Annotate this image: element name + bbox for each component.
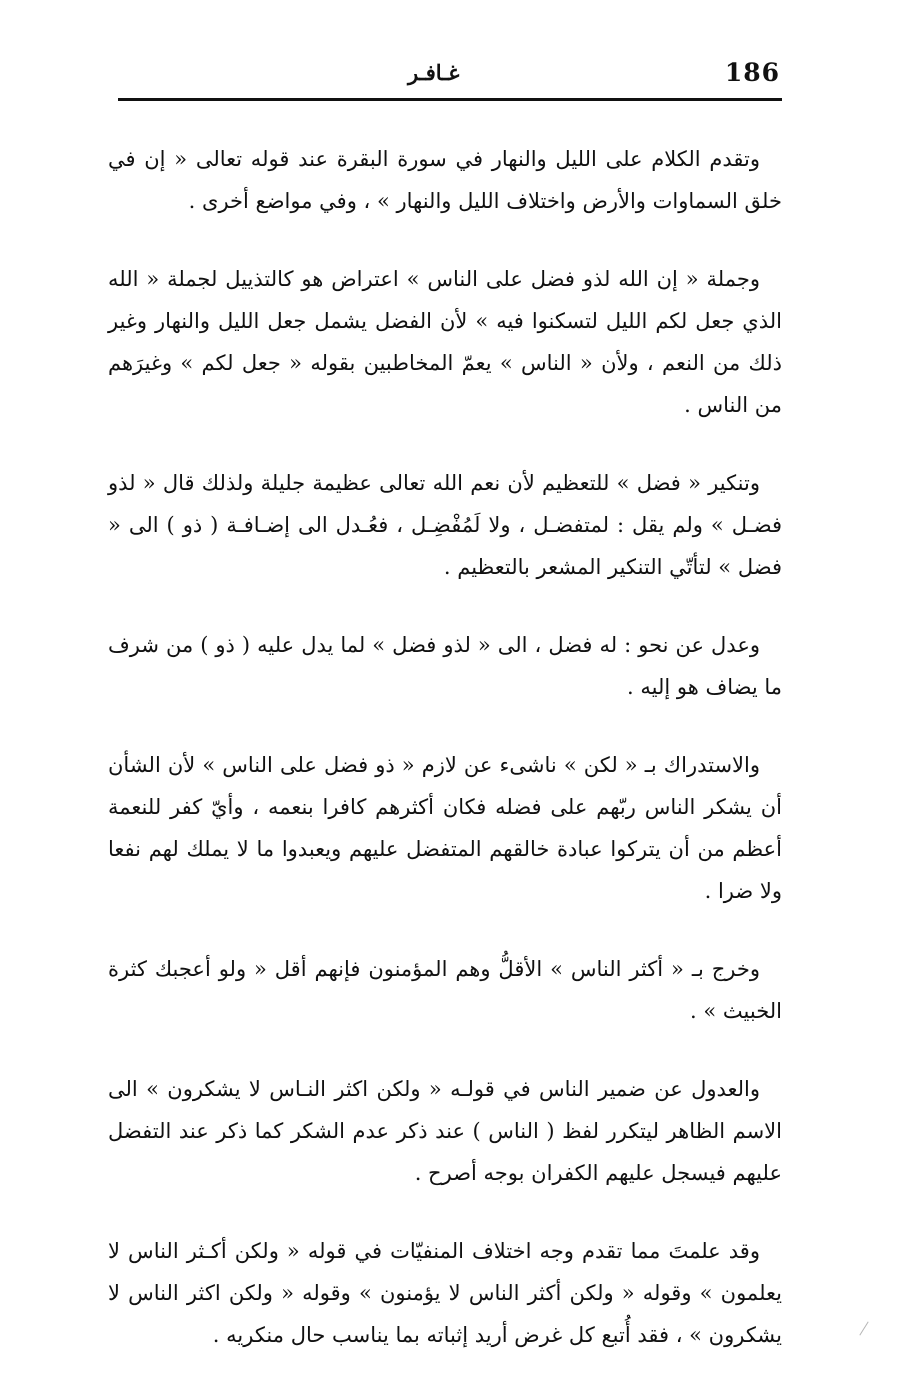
paragraph: وخرج بـ « أكثر الناس » الأقلُّ وهم المؤمنون فإنهم أقل « ولو أعجبك كثرة الخبيث » .	[108, 957, 782, 1023]
paragraph: والعدول عن ضمير الناس في قولـه « ولكن اكثر النـاس لا يشكرون » الى الاسم الظاهر ليتكرر لفظ ( الناس ) عند ذكر عدم الشكر كما ذكر عند التفضل عليهم فيسجل عليهم الكفران بوجه أصرح .	[108, 1077, 782, 1185]
paragraph: وجملة « إن الله لذو فضل على الناس » اعتراض هو كالتذييل لجملة « الله الذي جعل لكم الليل لتسكنوا فيه » لأن الفضل يشمل جعل الليل والنهار وغير ذلك من النعم ، ولأن « الناس » يعمّ المخاطبين بقوله « جعل لكم » وغيرَهم من الناس .	[108, 267, 782, 417]
paragraph: وعدل عن نحو : له فضل ، الى « لذو فضل » لما يدل عليه ( ذو ) من شرف ما يضاف هو إليه .	[108, 633, 782, 699]
paragraph: والاستدراك بـ « لكن » ناشىء عن لازم « ذو فضل على الناس » لأن الشأن أن يشكر الناس ربّهم على فضله فكان أكثرهم كافرا بنعمه ، وأيّ كفر للنعمة أعظم من أن يتركوا عبادة خالقهم المتفضل عليهم ويعبدوا ما لا يملك لهم نفعا ولا ضرا .	[108, 753, 782, 903]
paragraph: وتنكير « فضل » للتعظيم لأن نعم الله تعالى عظيمة جليلة ولذلك قال « لذو فضـل » ولم يقل : لمتفضـل ، ولا لَمُفْضِـل ، فعُـدل الى إضـافـة ( ذو ) الى « فضل » لتأتّي التنكير المشعر بالتعظيم .	[108, 471, 782, 579]
paragraph: وتقدم الكلام على الليل والنهار في سورة البقرة عند قوله تعالى « إن في خلق السماوات والأرض واختلاف الليل والنهار » ، وفي مواضع أخرى .	[108, 147, 782, 213]
page-number: 186	[724, 58, 780, 87]
chapter-title: غـافـر	[408, 60, 460, 85]
page-header	[118, 58, 782, 98]
paragraph: وقد علمتَ مما تقدم وجه اختلاف المنفيّات في قوله « ولكن أكـثر الناس لا يعلمون » وقوله « ولكن أكثر الناس لا يؤمنون » وقوله « ولكن اكثر الناس لا يشكرون » ، فقد أُتبع كل غرض أريد إثباته بما يناسب حال منكريه .	[108, 1239, 782, 1347]
scan-mark	[859, 1321, 868, 1335]
header-rule	[118, 98, 782, 101]
body-text	[108, 138, 782, 1392]
